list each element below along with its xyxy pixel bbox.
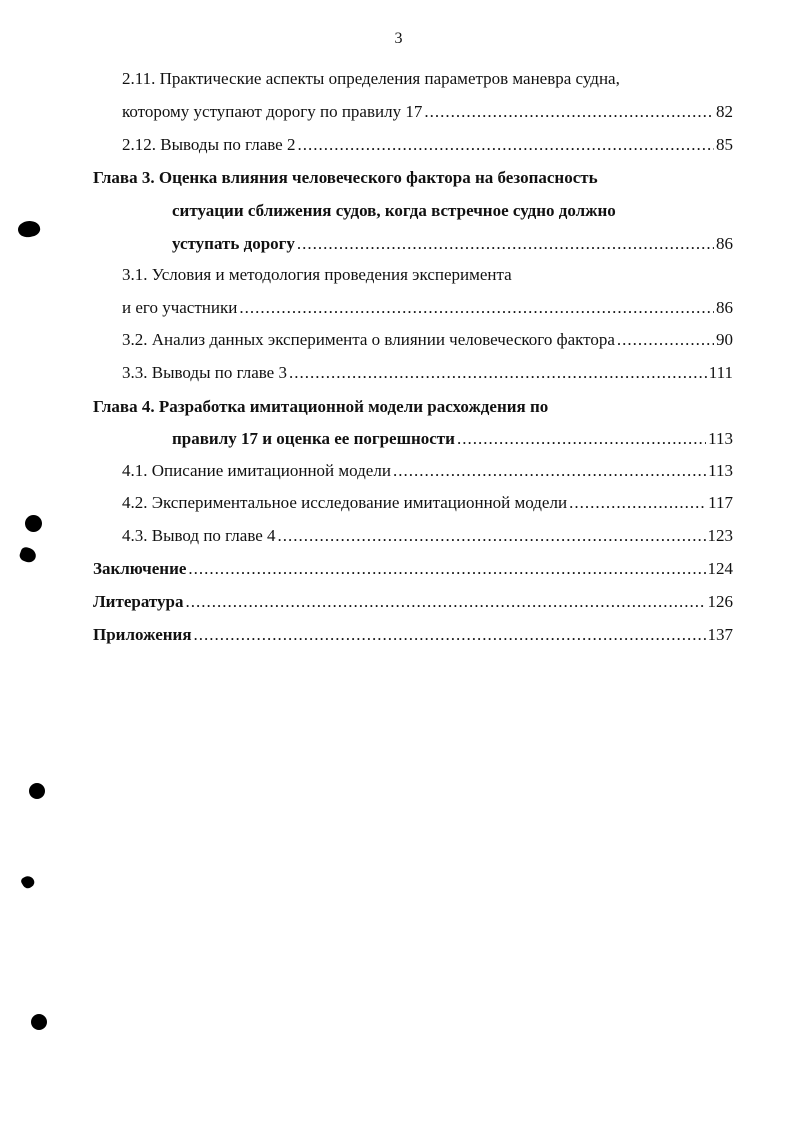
toc-entry-4-3-page: 123 <box>707 526 733 545</box>
punch-hole-mark <box>25 515 42 532</box>
dot-leader <box>617 329 714 351</box>
toc-appendices[interactable] <box>93 624 733 646</box>
toc-conclusion[interactable] <box>93 558 733 580</box>
toc-entry-4-1-page: 113 <box>708 461 733 480</box>
toc-entry-4-2-page: 117 <box>708 493 733 512</box>
toc-conclusion-page: 124 <box>707 559 733 578</box>
punch-hole-mark <box>31 1014 47 1030</box>
page-number: 3 <box>394 30 403 47</box>
toc-entry-2-12-title: 2.12. Выводы по главе 2 <box>122 135 296 154</box>
toc-entry-3-1-title-line1: 3.1. Условия и методология проведения эксперимента <box>122 265 512 284</box>
toc-literature-page: 126 <box>707 592 733 611</box>
toc-chapter-3-title-line1: Глава 3. Оценка влияния человеческого фактора на безопасность <box>93 168 598 187</box>
toc-entry-4-3-title: 4.3. Вывод по главе 4 <box>122 526 276 545</box>
toc-entry-4-2-title: 4.2. Экспериментальное исследование имитационной модели <box>122 493 568 512</box>
punch-hole-mark <box>29 783 45 799</box>
toc-entry-4-3[interactable] <box>122 525 733 547</box>
toc-entry-2-12-page: 85 <box>716 135 733 154</box>
dot-leader <box>424 101 714 123</box>
toc-entry-3-2-page: 90 <box>716 330 733 349</box>
toc-entry-3-3-page: 111 <box>708 363 733 382</box>
toc-literature-title: Литература <box>93 592 184 611</box>
toc-chapter-3-page: 86 <box>716 234 733 253</box>
toc-entry-3-3[interactable] <box>122 362 733 384</box>
toc-entry-2-11-page: 82 <box>716 102 733 121</box>
toc-conclusion-title: Заключение <box>93 559 187 578</box>
toc-entry-3-1-page: 86 <box>716 298 733 317</box>
dot-leader <box>185 591 705 613</box>
toc-chapter-3-title-line3: уступать дорогу <box>172 234 295 253</box>
dot-leader <box>278 525 706 547</box>
dot-leader <box>188 558 705 580</box>
toc-chapter-4-page: 113 <box>708 429 733 448</box>
toc-entry-4-1[interactable] <box>122 460 733 482</box>
toc-entry-2-12[interactable] <box>122 134 733 156</box>
toc-entry-3-3-title: 3.3. Выводы по главе 3 <box>122 363 287 382</box>
toc-entry-4-2[interactable] <box>122 492 733 514</box>
toc-chapter-4-title-line1: Глава 4. Разработка имитационной модели расхождения по <box>93 397 549 416</box>
toc-chapter-4-title-line2: правилу 17 и оценка ее погрешности <box>172 429 455 448</box>
toc-entry-3-2-title: 3.2. Анализ данных эксперимента о влиянии человеческого фактора <box>122 330 615 349</box>
toc-chapter-3[interactable] <box>172 233 733 255</box>
dot-leader <box>289 362 707 384</box>
toc-literature[interactable] <box>93 591 733 613</box>
toc-entry-3-2[interactable] <box>122 329 733 351</box>
dot-leader <box>239 297 714 319</box>
dot-leader <box>297 233 714 255</box>
toc-chapter-4[interactable] <box>172 428 733 450</box>
toc-entry-2-11-title-line1: 2.11. Практические аспекты определения параметров маневра судна, <box>122 69 620 88</box>
toc-entry-4-1-title: 4.1. Описание имитационной модели <box>122 461 391 480</box>
toc-entry-3-1[interactable] <box>122 297 733 319</box>
toc-chapter-3-title-line2: ситуации сближения судов, когда встречное судно должно <box>172 201 616 220</box>
toc-appendices-title: Приложения <box>93 625 192 644</box>
dot-leader <box>569 492 706 514</box>
dot-leader <box>457 428 706 450</box>
toc-entry-3-1-title-line2: и его участники <box>122 298 238 317</box>
toc-entry-2-11[interactable] <box>122 101 733 123</box>
toc-appendices-page: 137 <box>707 625 733 644</box>
toc-entry-2-11-title-line2: которому уступают дорогу по правилу 17 <box>122 102 423 121</box>
dot-leader <box>194 624 706 646</box>
dot-leader <box>297 134 714 156</box>
dot-leader <box>393 460 706 482</box>
